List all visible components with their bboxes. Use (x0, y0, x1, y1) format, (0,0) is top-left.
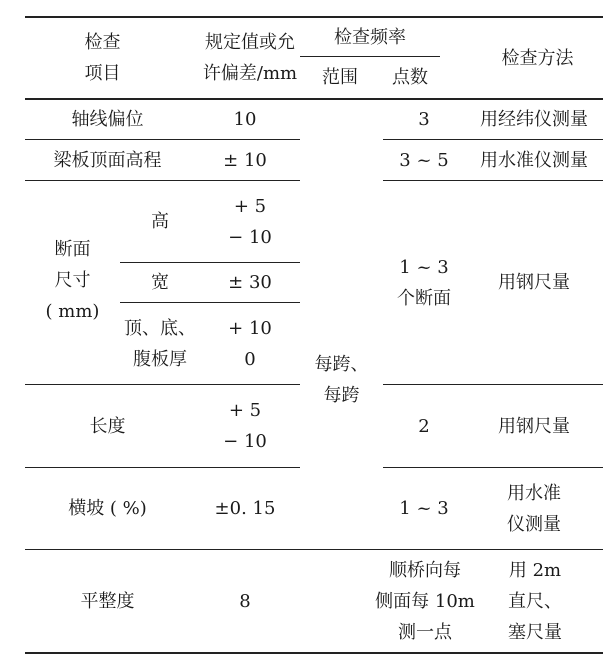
flatness-value: 8 (239, 590, 251, 612)
length-method: 用钢尺量 (498, 415, 570, 437)
header-points: 点数 (392, 66, 428, 88)
range-shared: 每跨、 每跨 (314, 354, 369, 406)
axis-points: 3 (418, 109, 430, 130)
section-width-label: 宽 (151, 272, 169, 293)
header-method: 检查方法 (501, 47, 574, 69)
elevation-points: 3 ~ 5 (399, 149, 449, 171)
flatness-points: 顺桥向每 侧面每 10m 测一点 (375, 559, 475, 643)
axis-value: 10 (233, 109, 257, 130)
section-method: 用钢尺量 (498, 272, 570, 293)
slope-method: 用水准 仪测量 (507, 482, 561, 535)
length-value: + 5 − 10 (223, 400, 267, 452)
flatness-method: 用 2m 直尺、 塞尺量 (508, 559, 562, 643)
length-points: 2 (418, 415, 430, 437)
elevation-value: ± 10 (223, 149, 267, 171)
header-range: 范围 (322, 66, 358, 88)
length-item: 长度 (89, 415, 126, 437)
header-item: 检查 项目 (84, 32, 121, 84)
section-width-value: ± 30 (228, 272, 272, 293)
section-height-label: 高 (151, 211, 169, 232)
slope-points: 1 ~ 3 (399, 498, 449, 519)
section-thickness-value: + 10 0 (228, 317, 272, 370)
section-group-label: 断面 尺寸 ( mm) (45, 238, 100, 322)
axis-item: 轴线偏位 (71, 109, 144, 130)
section-height-value: + 5 − 10 (228, 195, 272, 248)
section-thickness-label: 顶、底、 腹板厚 (124, 317, 196, 370)
header-frequency: 检查频率 (334, 26, 406, 48)
section-points: 1 ~ 3 个断面 (397, 256, 451, 309)
elevation-method: 用水准仪测量 (480, 149, 588, 171)
rule-frequency (300, 56, 440, 57)
axis-method: 用经纬仪测量 (480, 109, 588, 130)
rule-top (25, 16, 603, 18)
rule-bottom (25, 652, 603, 654)
slope-item: 横坡 ( %) (68, 498, 147, 519)
header-tolerance: 规定值或允 许偏差/mm (202, 32, 298, 84)
elevation-item: 梁板顶面高程 (53, 149, 162, 171)
flatness-item: 平整度 (80, 590, 135, 612)
slope-value: ±0. 15 (214, 498, 276, 519)
